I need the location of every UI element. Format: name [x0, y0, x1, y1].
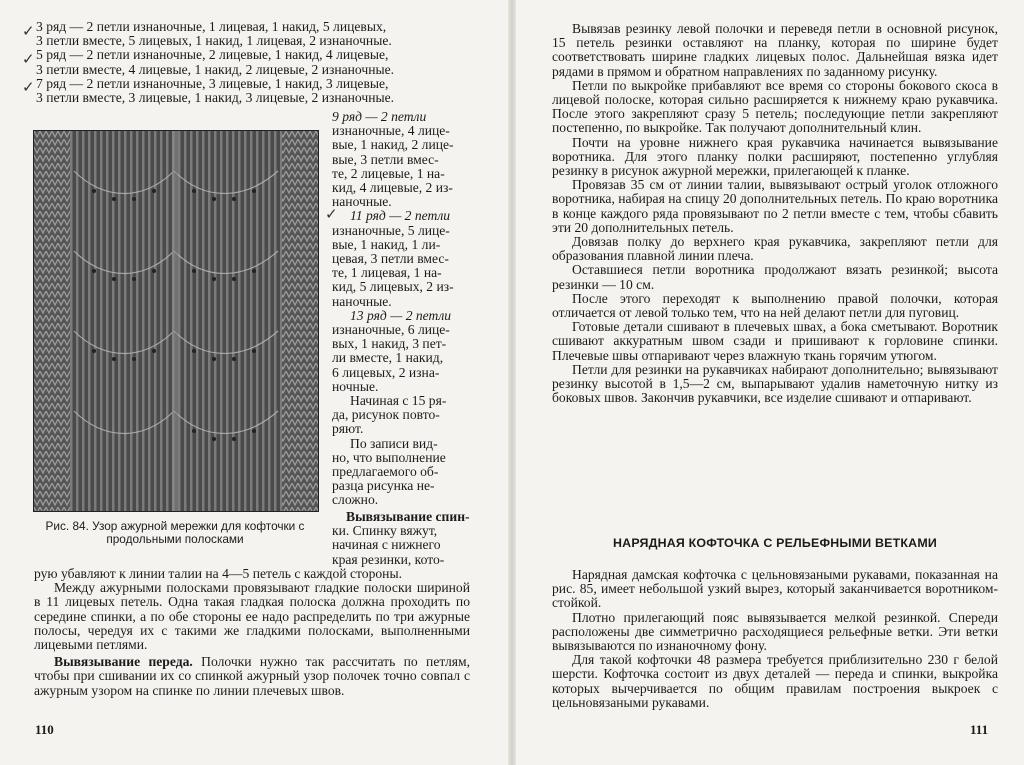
- check-mark-icon: ✓: [22, 50, 35, 68]
- side-line: вые, 3 петли вмес-: [332, 151, 439, 167]
- check-mark-icon: ✓: [22, 78, 35, 96]
- back-line: края резинки, кото-: [332, 551, 445, 567]
- section-title: НАРЯДНАЯ КОФТОЧКА С РЕЛЬЕФНЫМИ ВЕТКАМИ: [613, 536, 937, 550]
- left-body: [34, 567, 470, 698]
- row-line: 3 ряд — 2 петли изнаночные, 1 лицевая, 1 накид, 5 лицевых,: [36, 19, 387, 34]
- side-column: [332, 110, 472, 508]
- side-line: изнаночные, 4 лице-: [332, 123, 450, 139]
- back-line: ки. Спинку вяжут,: [332, 523, 438, 539]
- body-paragraph: Между ажурными полосками провязывают гладкие полоски шириной в 11 лицевых петель. Одна такая гладкая полоска должна проходить по середине спинки, а по обе стороны ее надо распределить по три ажурные полосы, чередуя их с такими же гладкими полосками, выполненными лицевыми петлями.: [34, 580, 470, 653]
- row-line: 3 петли вместе, 4 лицевые, 1 накид, 2 лицевые, 2 изнаночные.: [36, 61, 395, 77]
- side-line: наночные.: [332, 293, 392, 309]
- figure-caption: Рис. 84. Узор ажурной мережки для кофточки с продольными полосками: [45, 519, 305, 546]
- side-line: вых, 1 накид, 3 пет-: [332, 336, 447, 352]
- row-line: 3 петли вместе, 5 лицевых, 1 накид, 1 лицевая, 2 изнаночные.: [36, 33, 392, 49]
- body-paragraph: Нарядная дамская кофточка с цельновязаными рукавами, показанная на рис. 85, имеет небольшой узкий вырез, который заканчивается воротником-стойкой.: [552, 567, 998, 611]
- right-page: [512, 0, 1024, 765]
- body-paragraph: рую убавляют к линии талии на 4—5 петель с каждой стороны.: [34, 566, 402, 581]
- top-rows: [36, 20, 468, 105]
- side-line: предлагаемого об-: [332, 464, 439, 480]
- front-heading: Вывязывание переда.: [54, 654, 193, 670]
- section-text: [552, 568, 998, 710]
- side-line: но, что выполнение: [332, 449, 446, 465]
- side-line: изнаночные, 5 лице-: [332, 222, 450, 238]
- front-text: Полочки нужно так рассчитать по петлям, чтобы при сшивании их со спинкой ажурный узор полочек точно совпал с ажурным узором на спинке по линии плечевых швов.: [34, 654, 470, 698]
- row-line: 7 ряд — 2 петли изнаночные, 3 лицевые, 1 накид, 3 лицевые,: [36, 75, 389, 91]
- side-line: кид, 4 лицевые, 2 из-: [332, 180, 453, 196]
- body-paragraph: Провязав 35 см от линии талии, вывязывают острый уголок отложного воротника, набирая на спицу 20 дополнительных петель. По краю воротника в конце каждого ряда провязывают по 2 петли вместе с тем, чтобы сбавить эти 20 дополнительных петель.: [552, 177, 999, 235]
- side-line: 6 лицевых, 2 изна-: [332, 364, 440, 380]
- back-line: начиная с нижнего: [332, 537, 441, 553]
- body-paragraph: Плотно прилегающий пояс вывязывается мелкой резинкой. Спереди расположены две симметрично расходящиеся рельефные ветки. Эти ветки вывязываются по изнаночному фону.: [552, 609, 998, 654]
- side-line: изнаночные, 6 лице-: [332, 322, 450, 338]
- body-paragraph: Оставшиеся петли воротника продолжают вязать резинкой; высота резинки — 10 см.: [552, 262, 998, 292]
- side-line: да, рисунок повто-: [332, 407, 440, 423]
- side-line: ряют.: [332, 421, 364, 437]
- side-line: наночные.: [332, 194, 392, 210]
- body-paragraph: Довязав полку до верхнего края рукавчика, закрепляют петли для образования плавной линии плеча.: [552, 234, 998, 264]
- body-paragraph: Вывязав резинку левой полочки и переведя петли в основной рисунок, 15 петель резинки оставляют на планку, которая по ширине будет соответствовать ширине гладких лицевых полос. Дальнейшая вязка идет рядами в прямом и обратном направлениях по заданному рисунку.: [552, 21, 998, 79]
- back-section: [332, 510, 472, 567]
- side-line: По записи вид-: [350, 435, 438, 451]
- side-line: сложно.: [332, 492, 379, 508]
- body-paragraph: После этого переходят к выполнению правой полочки, которая отличается от левой только тем, что на ней делают петли для пуговиц.: [552, 290, 998, 321]
- side-line: цевая, 3 петли вмес-: [332, 251, 449, 267]
- page-number: 110: [35, 722, 54, 737]
- row-line: 3 петли вместе, 3 лицевые, 1 накид, 3 лицевые, 2 изнаночные.: [36, 90, 395, 106]
- body-paragraph: Почти на уровне нижнего края рукавчика начинается вывязывание воротника. Для этого планку полки расширяют, постепенно углубляя резинку в рисунок ажурной мережки, прилегающей к планке.: [552, 134, 998, 179]
- front-paragraph: [34, 655, 470, 698]
- side-line: те, 1 лицевая, 1 на-: [332, 265, 442, 281]
- side-line: 9 ряд — 2 петли: [332, 109, 427, 124]
- page-number: 111: [970, 722, 989, 737]
- side-line: 13 ряд — 2 петли: [350, 307, 452, 323]
- back-heading: Вывязывание спин-: [346, 509, 470, 524]
- body-paragraph: Для такой кофточки 48 размера требуется приблизительно 230 г белой шерсти. Кофточка состоит из двух деталей — переда и спинки, выкройка которых вычерчивается по общим правилам построения выкроек с цельновязаными рукавами.: [552, 652, 998, 710]
- side-line: вые, 1 накид, 1 ли-: [332, 236, 441, 252]
- body-paragraph: Петли по выкройке прибавляют все время со стороны бокового скоса в лицевой полоске, которая сильно расширяется к нижнему краю рукавчика. После этого закрепляют сразу 5 петель; последующие петли закрепляют постепенно, по выкройке. Так получают дополнительный клин.: [552, 77, 998, 136]
- side-line: ночные.: [332, 378, 379, 394]
- row-line: 5 ряд — 2 петли изнаночные, 2 лицевые, 1 накид, 4 лицевые,: [36, 47, 389, 63]
- side-line: вые, 1 накид, 2 лице-: [332, 137, 454, 153]
- side-line: 11 ряд — 2 петли: [350, 208, 451, 224]
- right-text: [552, 22, 998, 405]
- side-line: Начиная с 15 ря-: [350, 393, 447, 409]
- side-line: те, 2 лицевые, 1 на-: [332, 165, 445, 181]
- side-line: ли вместе, 1 накид,: [332, 350, 444, 366]
- lace-pattern-photo: [33, 130, 319, 512]
- check-mark-icon: ✓: [325, 205, 338, 223]
- body-paragraph: Готовые детали сшивают в плечевых швах, а бока сметывают. Воротник сшивают аккуратным швом сзади и пришивают к горловине спинки. Плечевые швы отпаривают через влажную ткань горячим утюгом.: [552, 319, 998, 363]
- check-mark-icon: ✓: [22, 22, 35, 40]
- body-paragraph: Петли для резинки на рукавчиках набирают дополнительно; вывязывают резинку высотой в 1,5—2 см, выпарывают удалив наметочную нитку из боковых швов. Закончив рукавчики, все изделие сшивают и отпаривают.: [552, 361, 998, 406]
- side-line: разца рисунка не-: [332, 478, 435, 494]
- side-line: кид, 5 лицевых, 2 из-: [332, 279, 454, 295]
